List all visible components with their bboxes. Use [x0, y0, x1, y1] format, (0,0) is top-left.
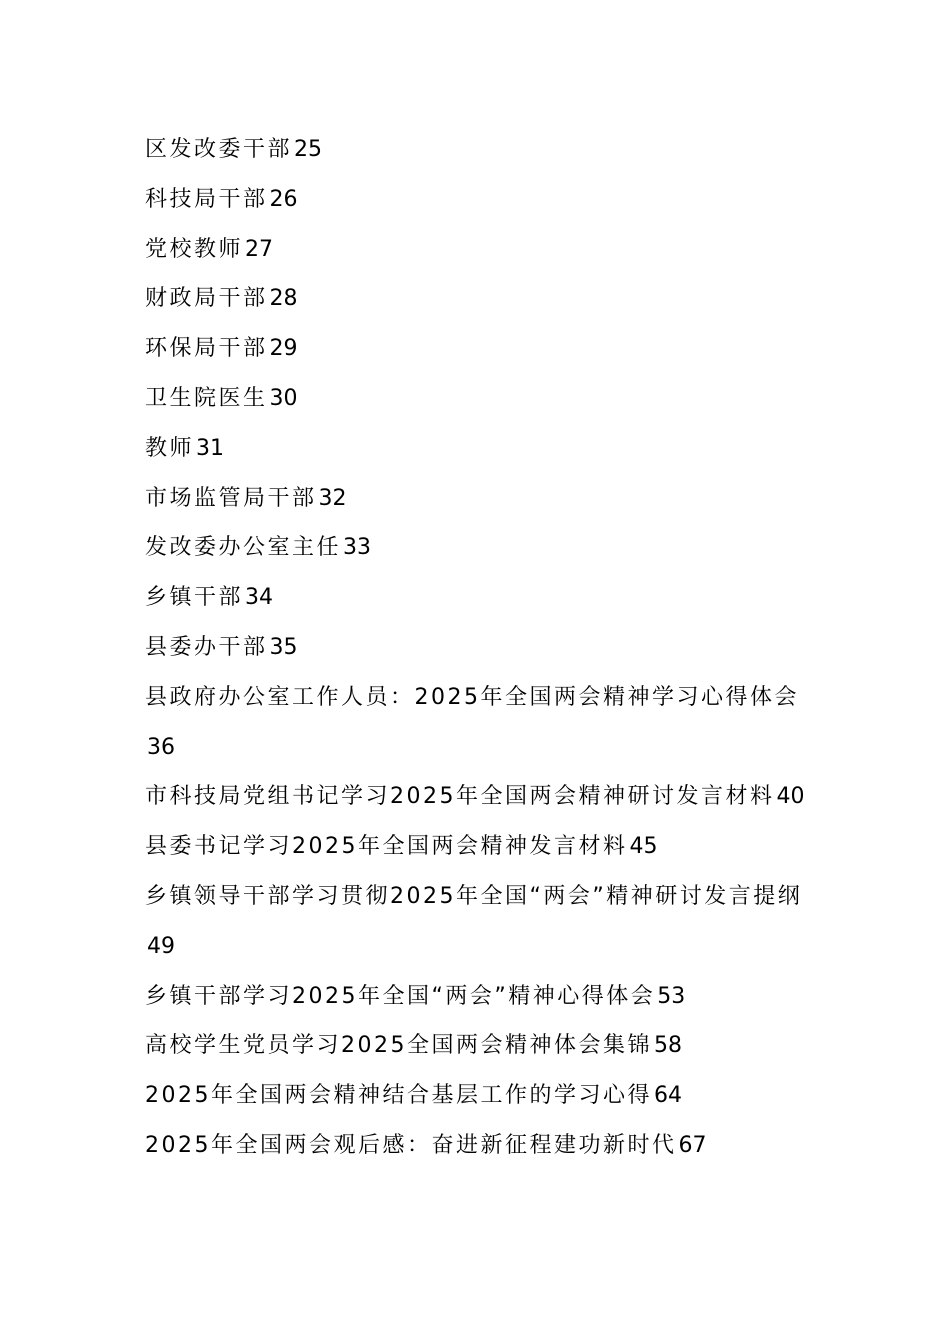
- toc-entry-page: 27: [245, 236, 274, 262]
- toc-entry: [145, 673, 810, 773]
- toc-entry: [145, 872, 810, 972]
- toc-entry-page: 25: [294, 137, 323, 162]
- toc-entry: [145, 822, 810, 872]
- toc-entry: [145, 274, 810, 324]
- toc-entry-title: 县委办干部: [145, 634, 268, 660]
- toc-entry: [145, 175, 810, 225]
- toc-entry: [145, 1121, 810, 1171]
- toc-entry: [145, 1021, 810, 1071]
- toc-entry-page: 33: [343, 535, 372, 561]
- toc-entry: [145, 623, 810, 673]
- toc-entry-title: 党校教师: [145, 236, 244, 262]
- toc-entry: [145, 424, 810, 474]
- toc-entry-title: 县政府办公室工作人员：2025年全国两会精神学习心得体会: [145, 684, 799, 710]
- toc-entry-title: 市科技局党组书记学习2025年全国两会精神研讨发言材料: [145, 784, 775, 810]
- toc-entry: [145, 374, 810, 424]
- toc-entry: [145, 125, 810, 175]
- toc-entry-title: 乡镇干部学习2025年全国“两会”精神心得体会: [145, 983, 656, 1009]
- toc-entry-page: 64: [654, 1083, 682, 1109]
- toc-entry: [145, 324, 810, 374]
- toc-entry-page: 40: [776, 784, 805, 810]
- toc-entry-page: 36: [147, 734, 175, 760]
- toc-entry-page: 30: [269, 385, 298, 411]
- toc-entry-title: 2025年全国两会精神结合基层工作的学习心得: [145, 1083, 652, 1109]
- toc-entry: [145, 772, 810, 822]
- toc-entry-page: 45: [629, 834, 658, 860]
- toc-entry: [145, 573, 810, 623]
- toc-entry: [145, 225, 810, 275]
- toc-entry-page: 49: [147, 933, 175, 959]
- toc-entry-title: 高校学生党员学习2025全国两会精神体会集锦: [145, 1033, 652, 1059]
- toc-entry-page: 34: [245, 585, 274, 611]
- toc-entry: [145, 972, 810, 1022]
- toc-entry-title: 卫生院医生: [145, 385, 268, 411]
- toc-entry: [145, 474, 810, 524]
- toc-entry: [145, 523, 810, 573]
- toc-entry-page: 53: [657, 983, 686, 1009]
- toc-entry-title: 环保局干部: [145, 336, 268, 362]
- toc-entry-title: 市场监管局干部: [145, 485, 317, 511]
- toc-entry-page: 26: [269, 186, 298, 212]
- toc-entry-page: 28: [269, 286, 298, 312]
- toc-entry-title: 发改委办公室主任: [145, 535, 342, 561]
- toc-entry-title: 2025年全国两会观后感：奋进新征程建功新时代: [145, 1132, 677, 1158]
- toc-entry-title: 科技局干部: [145, 186, 268, 212]
- toc-entry-title: 区发改委干部: [145, 137, 293, 162]
- table-of-contents: [145, 125, 810, 1171]
- toc-entry-page: 58: [654, 1033, 682, 1059]
- toc-entry-page: 32: [318, 485, 347, 511]
- toc-entry-title: 乡镇干部: [145, 585, 244, 611]
- toc-entry-page: 35: [269, 634, 298, 660]
- toc-entry-title: 县委书记学习2025年全国两会精神发言材料: [145, 834, 628, 860]
- toc-entry-page: 31: [196, 435, 225, 461]
- toc-entry: [145, 1071, 810, 1121]
- toc-entry-title: 教师: [145, 435, 195, 461]
- toc-entry-page: 29: [269, 336, 298, 362]
- toc-entry-page: 67: [678, 1132, 707, 1158]
- toc-entry-title: 乡镇领导干部学习贯彻2025年全国“两会”精神研讨发言提纲: [145, 883, 803, 909]
- toc-entry-title: 财政局干部: [145, 286, 268, 312]
